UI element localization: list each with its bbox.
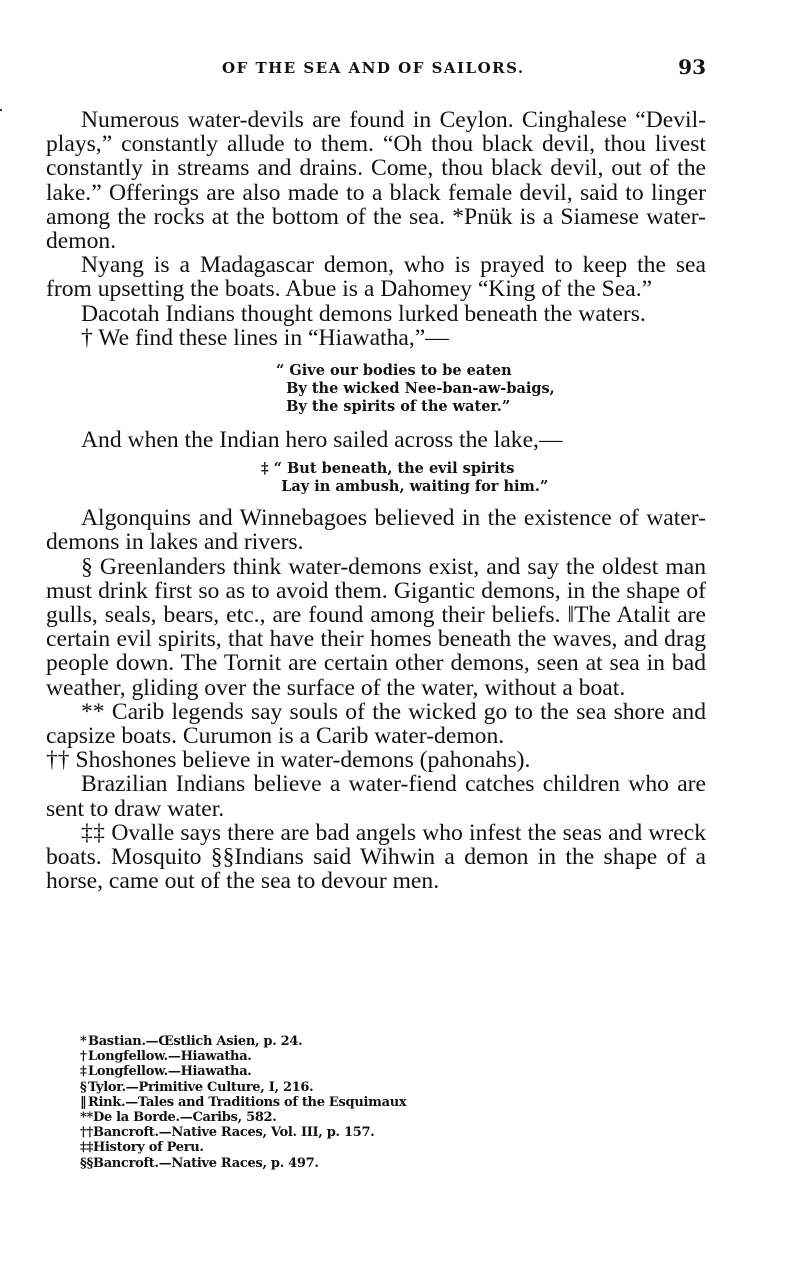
footnote-text: History of Peru. (93, 1140, 204, 1156)
body-text (46, 108, 706, 893)
footnote-text: De la Borde.—Caribs, 582. (93, 1110, 277, 1126)
page-number: 93 (678, 55, 706, 79)
paragraph-shoshones: †† Shoshones believe in water-demons (pahonahs). (46, 747, 531, 774)
footnote-text: Bastian.—Œstlich Asien, p. 24. (88, 1034, 303, 1049)
paragraph-hiawatha-intro: † We find these lines in “Hiawatha,”— (81, 324, 449, 351)
footnote-text: Bancroft.—Native Races, p. 497. (93, 1155, 319, 1171)
footnote (80, 1034, 720, 1049)
footnote (80, 1049, 720, 1064)
paragraph-dacotah: Dacotah Indians thought demons lurked beneath the waters. (81, 300, 646, 327)
verse-quote-2 (261, 460, 706, 496)
footnote-mark: §§ (80, 1155, 93, 1171)
footnote (80, 1095, 720, 1110)
margin-mark (0, 109, 2, 111)
paragraph-carib: ** Carib legends say souls of the wicked go to the sea shore and capsize boats. Curumon is a Carib water-demon. (46, 698, 706, 750)
footnote (80, 1080, 720, 1095)
footnote-text: Rink.—Tales and Traditions of the Esquimaux (88, 1094, 407, 1110)
footnote-text: Longfellow.—Hiawatha. (88, 1049, 252, 1065)
paragraph-brazilian: Brazilian Indians believe a water-fiend catches children who are sent to draw water. (46, 771, 706, 822)
verse-line: By the spirits of the water.” (276, 398, 511, 416)
running-title: OF THE SEA AND OF SAILORS. (222, 59, 525, 77)
footnote-mark: * (80, 1034, 87, 1049)
footnote-mark: †† (80, 1125, 93, 1141)
footnote-text: Longfellow.—Hiawatha. (88, 1064, 252, 1080)
footnote (80, 1125, 720, 1140)
paragraph-and-when: And when the Indian hero sailed across the lake,— (81, 427, 563, 454)
verse-line: “ Give our bodies to be eaten (276, 362, 512, 380)
footnote-mark: ‖ (80, 1094, 87, 1110)
paragraph-algonquins: Algonquins and Winnebagoes believed in the existence of water-demons in lakes and rivers. (46, 505, 706, 556)
footnote (80, 1140, 720, 1155)
paragraph-greenlanders: § Greenlanders think water-demons exist, and say the oldest man must drink first so as to avoid them. Gigantic demons, in the shape of gulls, seals, bears, etc., are found among their beliefs. ‖The Atalit are certain evil spirits, that have their homes beneath the waves, and drag people down. The Tornit are certain other demons, seen at sea in bad weather, gliding over the surface of the water, without a boat. (46, 553, 706, 701)
footnote-mark: ** (80, 1110, 93, 1126)
footnote-mark: ‡‡ (80, 1140, 93, 1156)
footnote (80, 1110, 720, 1125)
footnote-mark: † (80, 1049, 87, 1065)
paragraph-ceylon: Numerous water-devils are found in Ceylon. Cinghalese “Devil-plays,” constantly allude to them. “Oh thou black devil, thou livest constantly in streams and drains. Come, thou black devil, out of the lake.” Offerings are also made to a black female devil, said to linger among the rocks at the bottom of the sea. *Pnük is a Siamese water-demon. (46, 107, 706, 255)
footnote-mark: ‡ (80, 1064, 87, 1080)
verse-line: By the wicked Nee-ban-aw-baigs, (276, 380, 555, 398)
paragraph-ovalle: ‡‡ Ovalle says there are bad angels who infest the seas and wreck boats. Mosquito §§Indians said Wihwin a demon in the shape of a horse, came out of the sea to devour men. (46, 819, 706, 895)
footnote (80, 1064, 720, 1079)
footnotes (80, 1034, 720, 1171)
footnote (80, 1156, 720, 1171)
footnote-text: Bancroft.—Native Races, Vol. III, p. 157. (93, 1125, 375, 1141)
paragraph-nyang: Nyang is a Madagascar demon, who is prayed to keep the sea from upsetting the boats. Abue is a Dahomey “King of the Sea.” (46, 252, 706, 303)
verse-quote-1 (276, 362, 706, 416)
verse-line: Lay in ambush, waiting for him.” (261, 478, 549, 496)
footnote-mark: § (80, 1079, 87, 1095)
running-header (222, 57, 706, 81)
verse-line: ‡ “ But beneath, the evil spirits (261, 460, 515, 478)
footnote-text: Tylor.—Primitive Culture, I, 216. (88, 1079, 314, 1095)
